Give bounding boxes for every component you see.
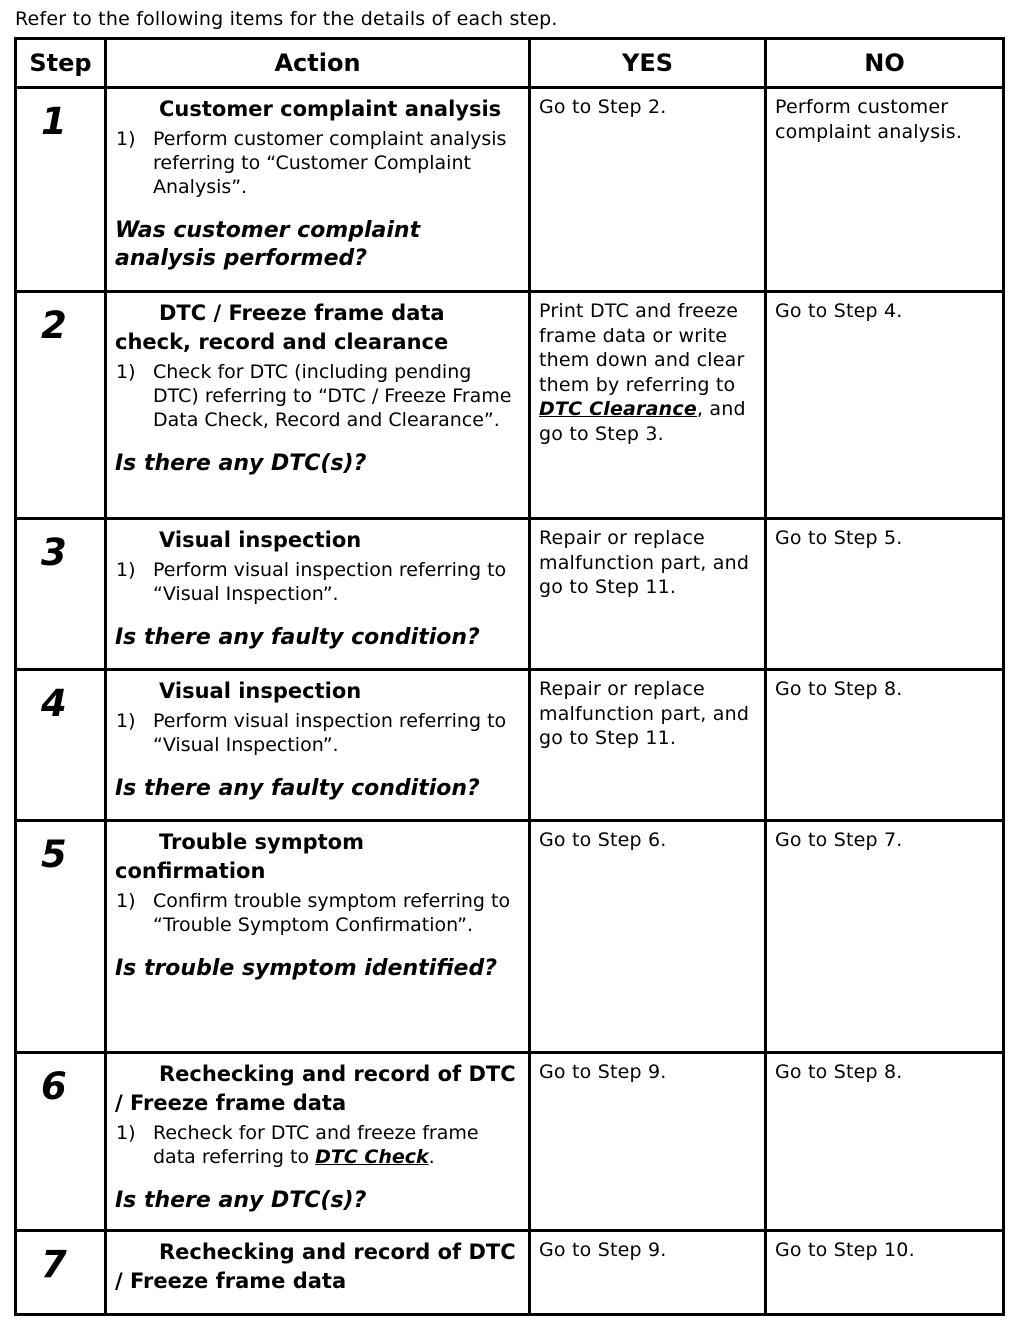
- table-row: [16, 1231, 1004, 1315]
- action-item: [116, 360, 520, 432]
- yes-text: [531, 293, 764, 452]
- step-number: 4: [41, 682, 67, 725]
- action-title: Trouble symptom confirmation: [115, 830, 364, 883]
- action-title: DTC / Freeze frame data check, record and clearance: [115, 301, 449, 354]
- yes-text: Repair or replace malfunction part, and go to Step 11.: [539, 527, 750, 598]
- step-cell: [16, 292, 106, 519]
- yes-cell: [530, 670, 766, 821]
- yes-cell: [530, 88, 766, 292]
- yes-text: Go to Step 6.: [539, 829, 667, 851]
- item-text: Confirm trouble symptom referring to “Trouble Symptom Confirmation”.: [153, 890, 511, 936]
- yes-text: Go to Step 9.: [539, 1239, 667, 1261]
- no-cell: [766, 670, 1004, 821]
- header-yes: YES: [530, 39, 766, 88]
- item-number: 1): [116, 559, 136, 581]
- yes-cell: [530, 292, 766, 519]
- action-question: Is there any faulty condition?: [115, 776, 480, 801]
- item-number: 1): [116, 710, 136, 732]
- action-cell: [106, 1231, 530, 1315]
- step-cell: [16, 1053, 106, 1231]
- action-cell: [106, 1053, 530, 1231]
- no-text: Go to Step 7.: [775, 829, 903, 851]
- step-number: 1: [41, 100, 67, 143]
- no-cell: [766, 821, 1004, 1053]
- step-cell: [16, 670, 106, 821]
- no-text: Go to Step 4.: [775, 300, 903, 322]
- yes-cell: [530, 519, 766, 670]
- table-row: [16, 821, 1004, 1053]
- step-cell: [16, 821, 106, 1053]
- yes-text: Repair or replace malfunction part, and go to Step 11.: [539, 678, 750, 749]
- yes-cell: [530, 821, 766, 1053]
- table-row: [16, 670, 1004, 821]
- table-row: [16, 88, 1004, 292]
- header-row: [16, 39, 1004, 88]
- no-text: Go to Step 5.: [775, 527, 903, 549]
- item-text: [153, 1121, 520, 1169]
- item-number: 1): [116, 1122, 136, 1144]
- action-question: Is there any DTC(s)?: [115, 1188, 367, 1213]
- action-item: [116, 889, 520, 937]
- no-cell: [766, 1053, 1004, 1231]
- header-no: NO: [766, 39, 1004, 88]
- item-text: Perform visual inspection referring to “Visual Inspection”.: [153, 559, 507, 605]
- no-text: Go to Step 8.: [775, 1061, 903, 1083]
- no-cell: [766, 1231, 1004, 1315]
- action-title: Visual inspection: [159, 528, 362, 552]
- no-text: Go to Step 8.: [775, 678, 903, 700]
- yes-cell: [530, 1053, 766, 1231]
- action-item: [116, 1121, 520, 1169]
- action-cell: [106, 292, 530, 519]
- item-text-pre: Recheck for DTC and freeze frame data referring to: [153, 1122, 479, 1168]
- item-text: Perform customer complaint analysis referring to “Customer Complaint Analysis”.: [153, 128, 507, 198]
- no-cell: [766, 519, 1004, 670]
- intro-text: Refer to the following items for the details of each step.: [15, 8, 558, 30]
- dtc-clearance-link[interactable]: DTC Clearance: [539, 398, 697, 420]
- header-step: Step: [16, 39, 106, 88]
- step-cell: [16, 1231, 106, 1315]
- yes-text: Go to Step 9.: [539, 1061, 667, 1083]
- action-item: [116, 709, 520, 757]
- no-cell: [766, 88, 1004, 292]
- step-number: 2: [41, 304, 67, 347]
- step-number: 3: [41, 531, 67, 574]
- yes-text: Go to Step 2.: [539, 96, 667, 118]
- item-text: Check for DTC (including pending DTC) referring to “DTC / Freeze Frame Data Check, Record and Clearance”.: [153, 361, 512, 431]
- no-cell: [766, 292, 1004, 519]
- action-title: Rechecking and record of DTC / Freeze frame data: [115, 1062, 516, 1115]
- action-item: [116, 558, 520, 606]
- yes-text-post: , and go to Step 3.: [539, 398, 746, 445]
- action-title: Customer complaint analysis: [159, 97, 502, 121]
- step-cell: [16, 88, 106, 292]
- dtc-check-link[interactable]: DTC Check: [315, 1146, 429, 1168]
- action-cell: [106, 670, 530, 821]
- step-number: 5: [41, 833, 67, 876]
- yes-text-pre: Print DTC and freeze frame data or write them down and clear them by referring to: [539, 300, 745, 396]
- table-row: [16, 1053, 1004, 1231]
- action-cell: [106, 821, 530, 1053]
- step-number: 7: [41, 1243, 67, 1286]
- step-cell: [16, 519, 106, 670]
- action-title: Visual inspection: [159, 679, 362, 703]
- action-question: Is trouble symptom identified?: [115, 956, 497, 981]
- no-text: Perform customer complaint analysis.: [775, 96, 963, 143]
- action-question: Was customer complaint analysis performed?: [115, 218, 421, 271]
- header-action: Action: [106, 39, 530, 88]
- yes-cell: [530, 1231, 766, 1315]
- table-row: [16, 519, 1004, 670]
- step-number: 6: [41, 1065, 67, 1108]
- item-text-post: .: [428, 1146, 435, 1168]
- item-number: 1): [116, 128, 136, 150]
- action-question: Is there any faulty condition?: [115, 625, 480, 650]
- action-title: Rechecking and record of DTC / Freeze frame data: [115, 1240, 516, 1293]
- action-item: [116, 127, 520, 199]
- item-number: 1): [116, 361, 136, 383]
- item-text: Perform visual inspection referring to “Visual Inspection”.: [153, 710, 507, 756]
- action-question: Is there any DTC(s)?: [115, 451, 367, 476]
- action-cell: [106, 519, 530, 670]
- troubleshooting-table: [14, 37, 1005, 1316]
- action-cell: [106, 88, 530, 292]
- table-row: [16, 292, 1004, 519]
- no-text: Go to Step 10.: [775, 1239, 915, 1261]
- item-number: 1): [116, 890, 136, 912]
